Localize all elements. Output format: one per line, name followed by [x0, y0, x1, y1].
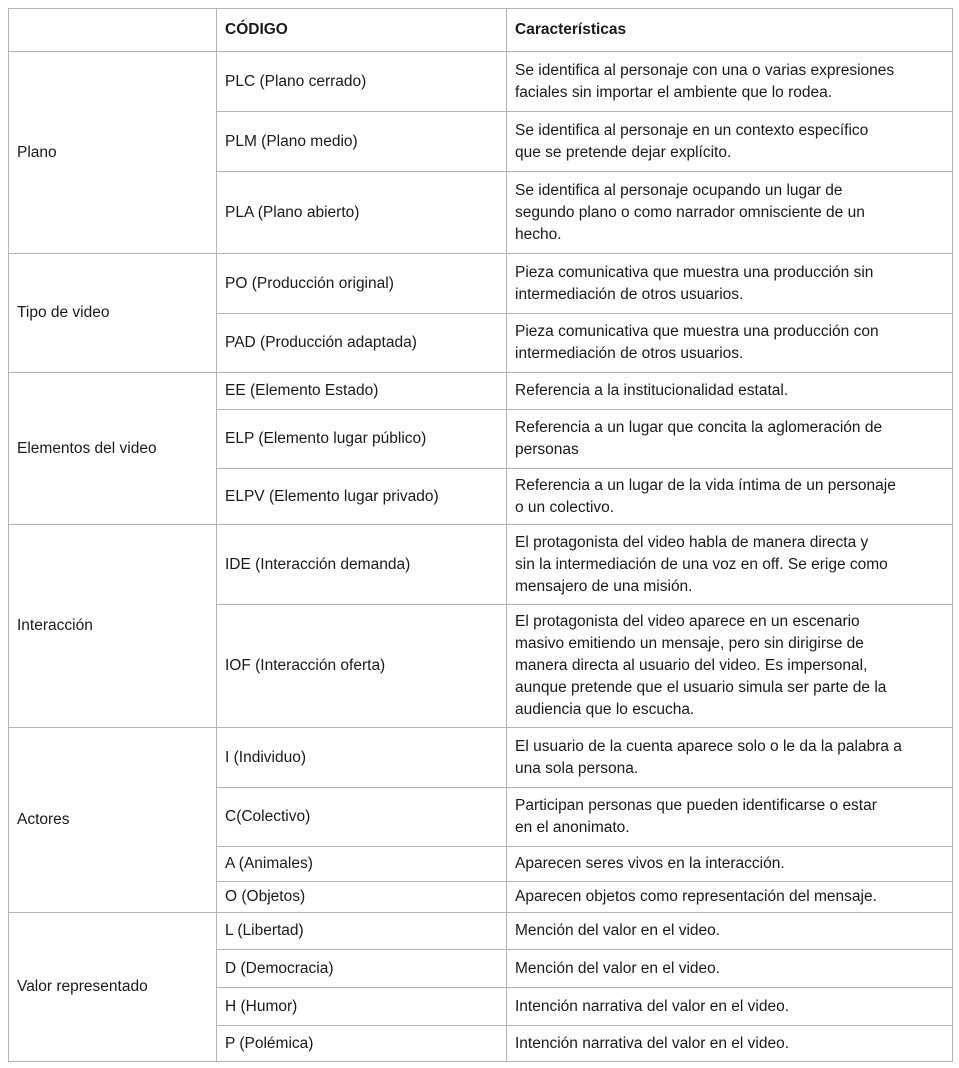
characteristics-line: mensajero de una misión. — [515, 577, 693, 595]
characteristics-line: intermediación de otros usuarios. — [515, 285, 744, 303]
characteristics-cell — [507, 112, 953, 172]
header-row — [9, 9, 953, 52]
code-cell: ELP (Elemento lugar público) — [217, 410, 507, 469]
category-cell: Plano — [9, 52, 217, 254]
characteristics-line: Referencia a la institucionalidad estatal. — [515, 382, 789, 399]
code-cell: ELPV (Elemento lugar privado) — [217, 469, 507, 525]
characteristics-line: masivo emitiendo un mensaje, pero sin dirigirse de — [515, 635, 864, 652]
characteristics-line: Se identifica al personaje con una o varias expresiones — [515, 61, 895, 79]
characteristics-line: Mención del valor en el video. — [515, 922, 721, 939]
characteristics-cell — [507, 254, 953, 314]
code-cell: PLC (Plano cerrado) — [217, 52, 507, 112]
characteristics-cell — [507, 882, 953, 913]
characteristics-line: Se identifica al personaje ocupando un lugar de — [515, 181, 843, 199]
characteristics-cell — [507, 525, 953, 605]
characteristics-line: en el anonimato. — [515, 819, 630, 836]
characteristics-cell — [507, 605, 953, 728]
code-cell: I (Individuo) — [217, 728, 507, 788]
characteristics-line: Participan personas que pueden identificarse o estar — [515, 797, 877, 814]
code-cell: IDE (Interacción demanda) — [217, 525, 507, 605]
characteristics-line: segundo plano o como narrador omnisciente de un — [515, 203, 865, 221]
code-cell: A (Animales) — [217, 847, 507, 882]
characteristics-line: intermediación de otros usuarios. — [515, 345, 744, 362]
characteristics-cell — [507, 788, 953, 847]
characteristics-cell — [507, 373, 953, 410]
codebook-table — [8, 8, 953, 1062]
characteristics-line: audiencia que lo escucha. — [515, 701, 695, 718]
characteristics-line: El protagonista del video aparece en un escenario — [515, 613, 860, 630]
characteristics-line: personas — [515, 441, 579, 458]
code-cell: O (Objetos) — [217, 882, 507, 913]
characteristics-line: que se pretende dejar explícito. — [515, 143, 732, 161]
category-cell: Interacción — [9, 525, 217, 728]
table-row — [9, 728, 953, 788]
table-row — [9, 254, 953, 314]
characteristics-cell — [507, 988, 953, 1026]
code-cell: IOF (Interacción oferta) — [217, 605, 507, 728]
characteristics-cell — [507, 1026, 953, 1062]
characteristics-line: El usuario de la cuenta aparece solo o le da la palabra a — [515, 737, 902, 755]
code-cell: PO (Producción original) — [217, 254, 507, 314]
characteristics-line: manera directa al usuario del video. Es impersonal, — [515, 657, 868, 674]
characteristics-line: El protagonista del video habla de manera directa y — [515, 533, 869, 551]
code-cell: PLM (Plano medio) — [217, 112, 507, 172]
characteristics-line: Pieza comunicativa que muestra una producción con — [515, 323, 879, 340]
characteristics-line: o un colectivo. — [515, 498, 615, 516]
category-cell: Actores — [9, 728, 217, 913]
code-cell: P (Polémica) — [217, 1026, 507, 1062]
code-cell: L (Libertad) — [217, 913, 507, 950]
characteristics-cell — [507, 314, 953, 373]
characteristics-cell — [507, 950, 953, 988]
characteristics-cell — [507, 410, 953, 469]
code-cell: PAD (Producción adaptada) — [217, 314, 507, 373]
code-cell: C(Colectivo) — [217, 788, 507, 847]
characteristics-line: una sola persona. — [515, 759, 639, 777]
table-row — [9, 525, 953, 605]
characteristics-line: Pieza comunicativa que muestra una producción sin — [515, 263, 874, 281]
characteristics-line: Se identifica al personaje en un contexto específico — [515, 121, 869, 139]
characteristics-cell — [507, 847, 953, 882]
code-cell: EE (Elemento Estado) — [217, 373, 507, 410]
header-characteristics: Características — [507, 9, 953, 52]
header-category — [9, 9, 217, 52]
characteristics-line: Mención del valor en el video. — [515, 959, 721, 977]
characteristics-cell — [507, 172, 953, 254]
characteristics-line: Aparecen objetos como representación del mensaje. — [515, 888, 877, 905]
characteristics-cell — [507, 913, 953, 950]
category-cell: Tipo de video — [9, 254, 217, 373]
code-cell: D (Democracia) — [217, 950, 507, 988]
category-cell: Valor representado — [9, 913, 217, 1062]
characteristics-line: hecho. — [515, 225, 562, 243]
characteristics-line: Intención narrativa del valor en el video. — [515, 997, 789, 1015]
table-row — [9, 913, 953, 950]
characteristics-line: faciales sin importar el ambiente que lo rodea. — [515, 83, 833, 101]
characteristics-line: Aparecen seres vivos en la interacción. — [515, 855, 785, 872]
code-cell: H (Humor) — [217, 988, 507, 1026]
characteristics-line: Intención narrativa del valor en el video. — [515, 1034, 789, 1052]
characteristics-line: Referencia a un lugar de la vida íntima de un personaje — [515, 476, 896, 494]
code-cell: PLA (Plano abierto) — [217, 172, 507, 254]
table-row — [9, 52, 953, 112]
table-row — [9, 373, 953, 410]
characteristics-line: sin la intermediación de una voz en off. Se erige como — [515, 555, 888, 573]
characteristics-line: Referencia a un lugar que concita la aglomeración de — [515, 419, 883, 436]
characteristics-cell — [507, 728, 953, 788]
category-cell: Elementos del video — [9, 373, 217, 525]
characteristics-cell — [507, 52, 953, 112]
characteristics-cell — [507, 469, 953, 525]
header-code: CÓDIGO — [217, 9, 507, 52]
characteristics-line: aunque pretende que el usuario simula ser parte de la — [515, 679, 887, 696]
